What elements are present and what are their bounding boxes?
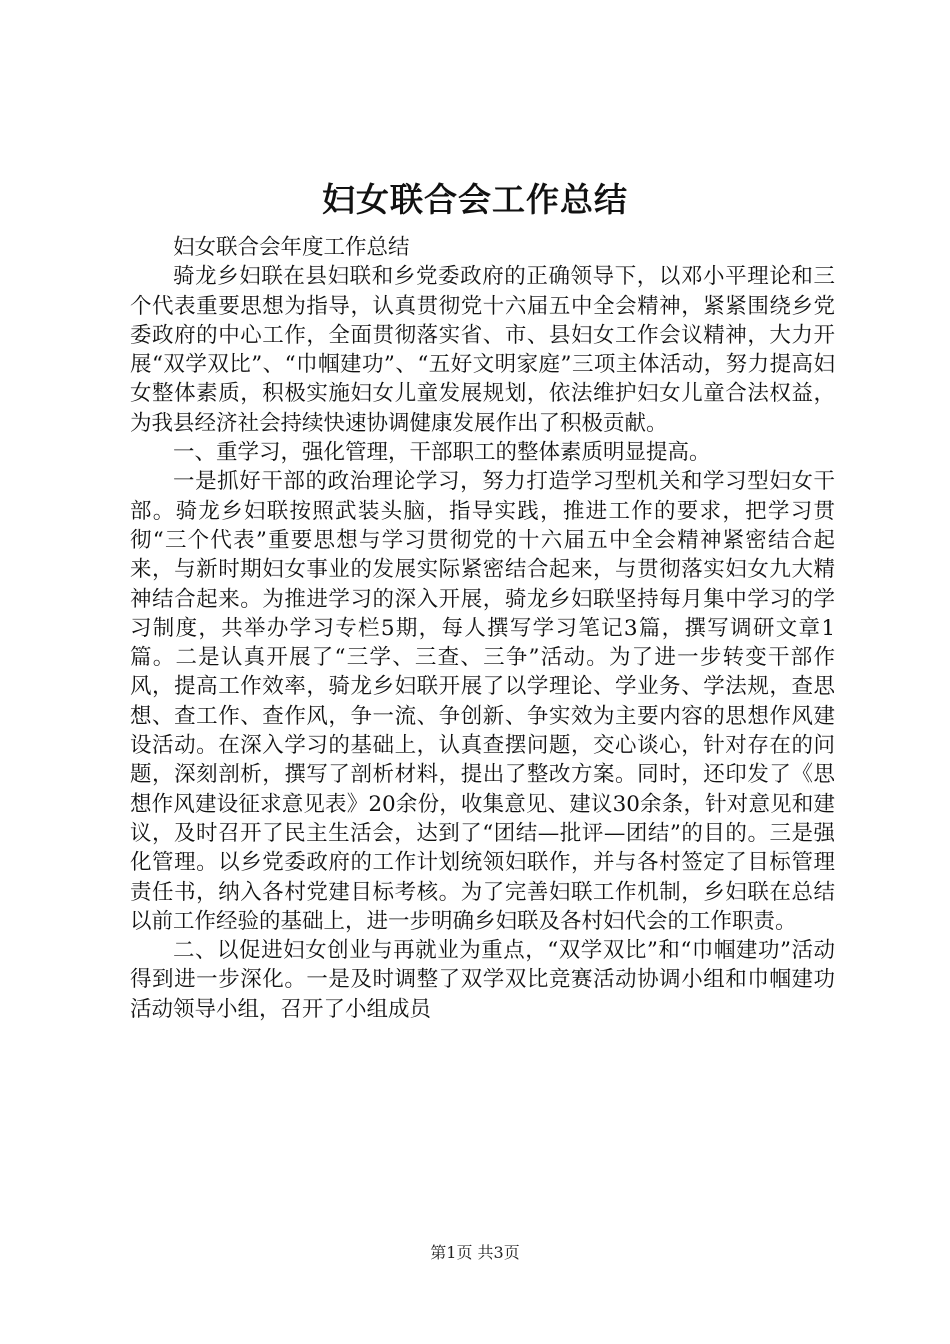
subtitle-paragraph: 妇女联合会年度工作总结 xyxy=(173,235,410,260)
document-title: 妇女联合会工作总结 xyxy=(322,180,628,219)
intro-paragraph: 骑龙乡妇联在县妇联和乡党委政府的正确领导下，以邓小平理论和三个代表重要思想为指导，认真贯彻党十六届五中全会精神，紧紧围绕乡党委政府的中心工作，全面贯彻落实省、市、县妇女工作会议精神，大力开展“双学双比”、“巾帼建功”、“五好文明家庭”三项主体活动，努力提高妇女整体素质，积极实施妇女儿童发展规划，依法维护妇女儿童合法权益，为我县经济社会持续快速协调健康发展作出了积极贡献。 xyxy=(130,264,835,436)
page-footer: 第1页 共3页 xyxy=(430,1243,520,1262)
document-body xyxy=(130,233,835,1024)
section-one-paragraph: 一是抓好干部的政治理论学习，努力打造学习型机关和学习型妇女干部。骑龙乡妇联按照武装头脑，指导实践，推进工作的要求，把学习贯彻“三个代表”重要思想与学习贯彻党的十六届五中全会精神紧密结合起来，与新时期妇女事业的发展实际紧密结合起来，与贯彻落实妇女九大精神结合起来。为推进学习的深入开展，骑龙乡妇联坚持每月集中学习的学习制度，共举办学习专栏5期，每人撰写学习笔记3篇，撰写调研文章1篇。二是认真开展了“三学、三查、三争”活动。为了进一步转变干部作风，提高工作效率，骑龙乡妇联开展了以学理论、学业务、学法规，查思想、查工作、查作风，争一流、争创新、争实效为主要内容的思想作风建设活动。在深入学习的基础上，认真查摆问题，交心谈心，针对存在的问题，深刻剖析，撰写了剖析材料，提出了整改方案。同时，还印发了《思想作风建设征求意见表》20余份，收集意见、建议30余条，针对意见和建议，及时召开了民主生活会，达到了“团结—批评—团结”的目的。三是强化管理。以乡党委政府的工作计划统领妇联作，并与各村签定了目标管理责任书，纳入各村党建目标考核。为了完善妇联工作机制，乡妇联在总结以前工作经验的基础上，进一步明确乡妇联及各村妇代会的工作职责。 xyxy=(130,469,835,934)
section-one-heading: 一、重学习，强化管理，干部职工的整体素质明显提高。 xyxy=(173,440,711,466)
section-two-paragraph: 二、以促进妇女创业与再就业为重点，“双学双比”和“巾帼建功”活动得到进一步深化。一是及时调整了双学双比竞赛活动协调小组和巾帼建功活动领导小组，召开了小组成员 xyxy=(130,938,835,1022)
